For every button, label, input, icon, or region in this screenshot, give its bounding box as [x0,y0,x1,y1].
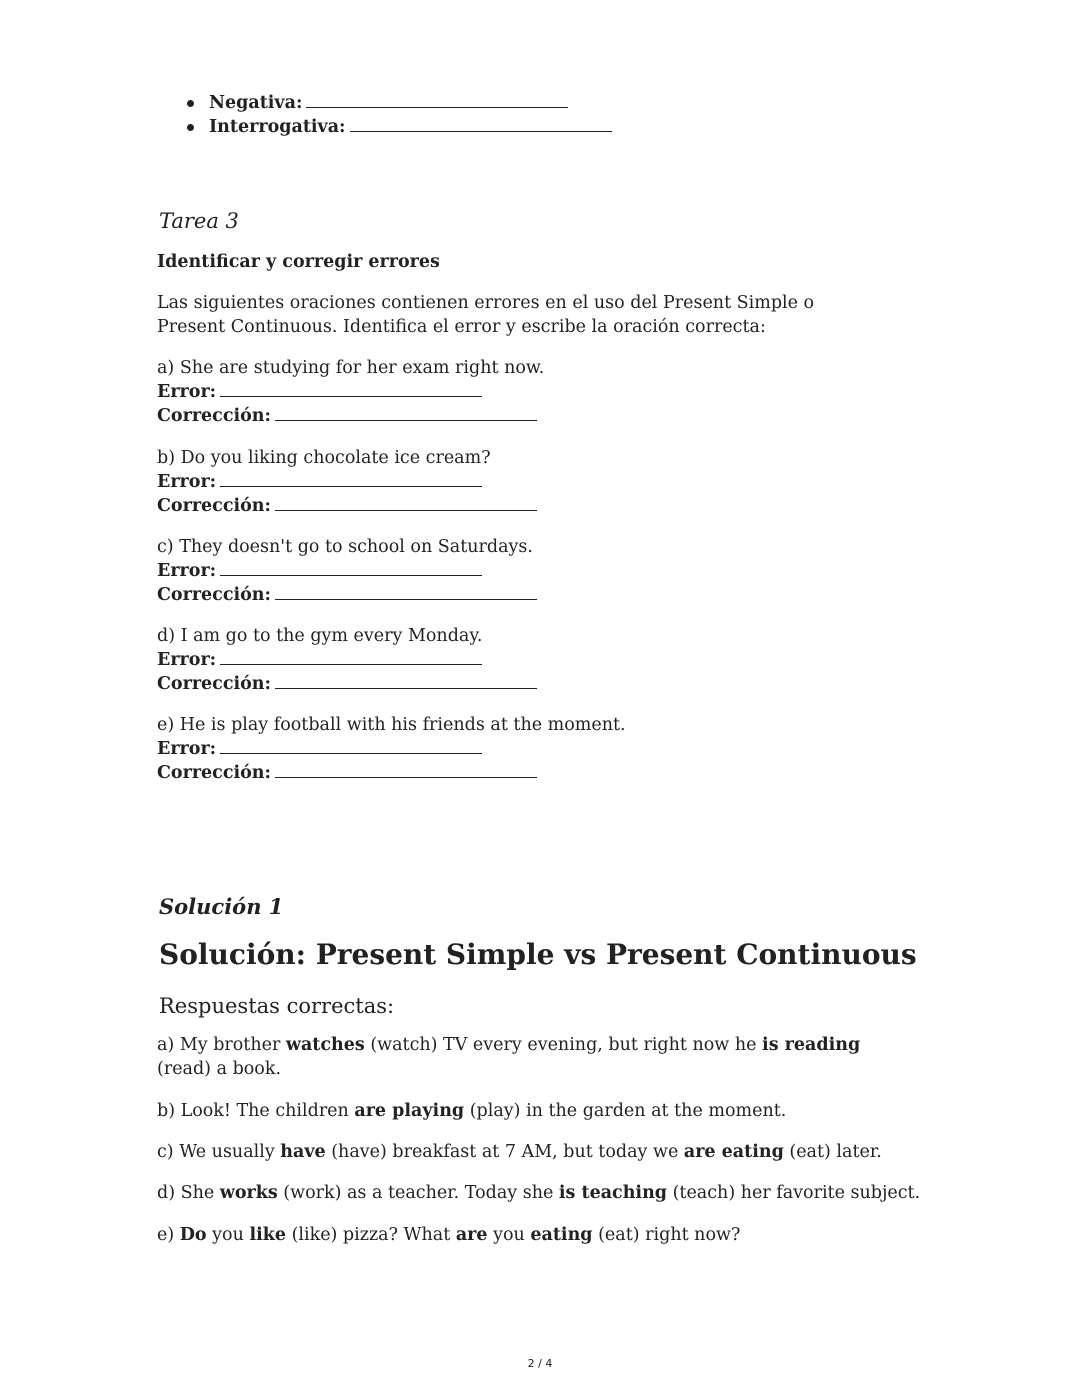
answer-text: (work) as a teacher. Today she [277,1183,559,1203]
error-answer-line[interactable] [220,752,482,754]
tarea3-intro: Las siguientes oraciones contienen errores en el uso del Present Simple o Present Continuous. Identifica el error y escribe la oración correcta: [157,293,815,337]
answer-d [157,1181,920,1205]
exercise-sentence: a) She are studying for her exam right now. [157,358,545,378]
error-answer-line[interactable] [220,574,482,576]
answer-verb: eating [530,1225,593,1245]
negativa-label: Negativa: [209,93,303,113]
interrogativa-item [209,115,612,139]
error-label: Error: [157,739,217,759]
tarea3-subheading: Identificar y corregir errores [157,252,440,272]
answer-text: b) Look! The children [157,1101,355,1121]
correccion-answer-line[interactable] [275,419,537,421]
exercise-sentence: e) He is play football with his friends at the moment. [157,715,626,735]
answer-verb: is reading [762,1035,861,1055]
solucion-title: Solución: Present Simple vs Present Continuous [159,938,917,971]
exercise-sentence: c) They doesn't go to school on Saturdays. [157,537,533,557]
error-answer-line[interactable] [220,663,482,665]
error-label: Error: [157,650,217,670]
answer-b [157,1099,786,1123]
error-row [157,470,482,494]
correccion-answer-line[interactable] [275,776,537,778]
answer-e [157,1223,740,1247]
answer-c [157,1140,882,1164]
tarea3-heading: Tarea 3 [159,209,239,233]
answer-text: you [206,1225,250,1245]
correccion-label: Corrección: [157,496,271,516]
answer-text: (read) a book. [157,1059,282,1079]
exercise-sentence: d) I am go to the gym every Monday. [157,626,483,646]
correccion-answer-line[interactable] [275,687,537,689]
answer-verb: are playing [354,1101,465,1121]
error-answer-line[interactable] [220,485,482,487]
error-row [157,380,482,404]
answer-text: (eat) right now? [592,1225,741,1245]
error-label: Error: [157,472,217,492]
correccion-row [157,494,537,518]
answer-verb: have [280,1142,326,1162]
answer-verb: are eating [683,1142,784,1162]
error-row [157,737,482,761]
answer-verb: works [219,1183,278,1203]
answer-text: d) She [157,1183,220,1203]
correccion-label: Corrección: [157,406,271,426]
negativa-item [209,91,568,115]
answer-text: (teach) her favorite subject. [667,1183,921,1203]
correccion-row [157,404,537,428]
answer-text: (like) pizza? What [286,1225,456,1245]
answer-a [157,1033,882,1081]
error-row [157,559,482,583]
answer-text: e) [157,1225,180,1245]
bullet-dot [187,100,194,107]
answer-text: (play) in the garden at the moment. [464,1101,787,1121]
answer-text: c) We usually [157,1142,281,1162]
answer-text: you [487,1225,531,1245]
correccion-row [157,583,537,607]
bullet-dot [187,124,194,131]
error-row [157,648,482,672]
answer-text: a) My brother [157,1035,286,1055]
correccion-label: Corrección: [157,763,271,783]
answer-verb: is teaching [558,1183,668,1203]
negativa-answer-line[interactable] [306,106,568,108]
correccion-label: Corrección: [157,585,271,605]
answer-verb: like [249,1225,286,1245]
error-label: Error: [157,561,217,581]
correccion-row [157,672,537,696]
correccion-label: Corrección: [157,674,271,694]
answer-text: (watch) TV every evening, but right now he [364,1035,763,1055]
error-label: Error: [157,382,217,402]
correccion-answer-line[interactable] [275,509,537,511]
solucion-label: Solución 1 [159,894,284,919]
interrogativa-answer-line[interactable] [350,130,612,132]
answer-text: (eat) later. [783,1142,882,1162]
exercise-sentence: b) Do you liking chocolate ice cream? [157,448,491,468]
interrogativa-label: Interrogativa: [209,117,346,137]
answer-verb: watches [285,1035,365,1055]
error-answer-line[interactable] [220,395,482,397]
correccion-row [157,761,537,785]
answer-verb: Do [179,1225,207,1245]
correccion-answer-line[interactable] [275,598,537,600]
solucion-subtitle: Respuestas correctas: [159,994,395,1018]
page-number: 2 / 4 [527,1357,553,1370]
answer-text: (have) breakfast at 7 AM, but today we [325,1142,684,1162]
answer-verb: are [455,1225,488,1245]
